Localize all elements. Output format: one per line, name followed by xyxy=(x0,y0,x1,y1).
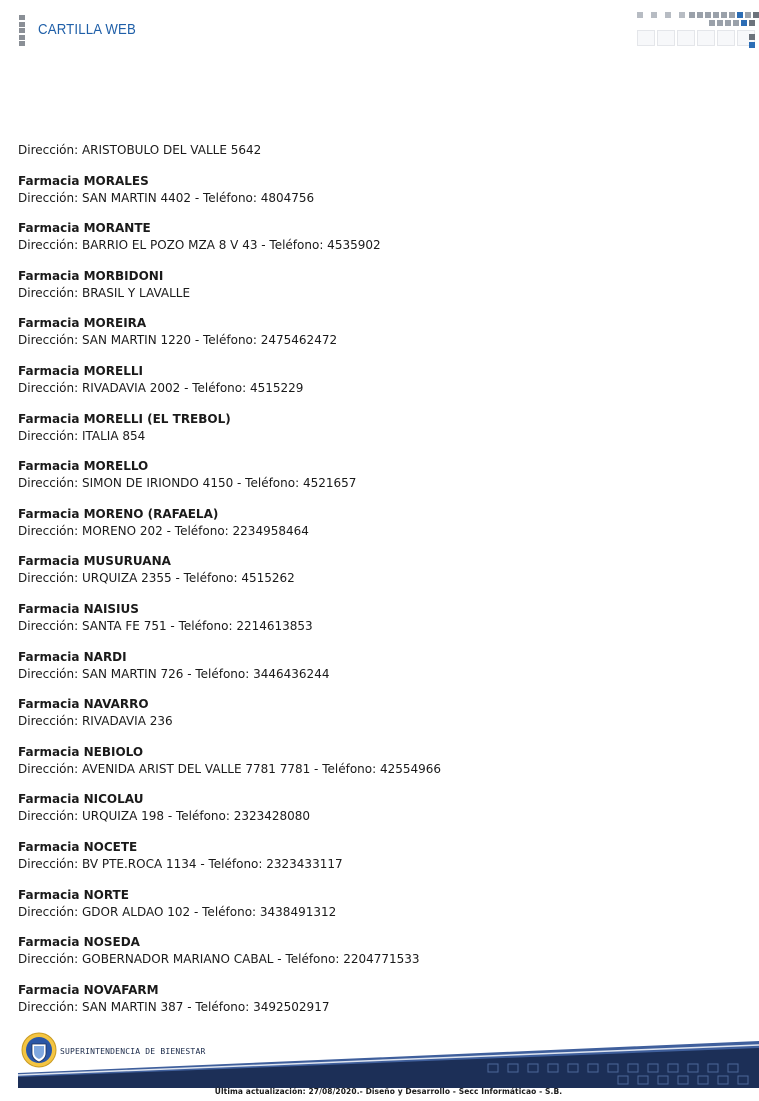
pharmacy-name: Farmacia MORENO (RAFAELA) xyxy=(18,506,219,521)
pharmacy-address: Dirección: SAN MARTIN 387 - Teléfono: 3492502917 xyxy=(18,999,330,1014)
pharmacy-name: Farmacia NORTE xyxy=(18,887,129,902)
continued-address: Dirección: ARISTOBULO DEL VALLE 5642 xyxy=(18,143,262,157)
pharmacy-name: Farmacia MUSURUANA xyxy=(18,554,171,569)
pharmacy-name: Farmacia MORELLI xyxy=(18,363,143,378)
pharmacy-entry xyxy=(18,553,738,587)
pharmacy-address: Dirección: URQUIZA 2355 - Teléfono: 4515262 xyxy=(18,571,295,586)
pharmacy-address: Dirección: BRASIL Y LAVALLE xyxy=(18,285,191,300)
pharmacy-entry xyxy=(18,220,738,254)
pharmacy-name: Farmacia NOVAFARM xyxy=(18,982,159,997)
header-accent-bar xyxy=(19,15,25,46)
pharmacy-entry xyxy=(18,363,738,397)
pharmacy-address: Dirección: SAN MARTIN 4402 - Teléfono: 4804756 xyxy=(18,190,315,205)
footer-band xyxy=(18,1038,759,1088)
header-decoration xyxy=(637,12,759,48)
pharmacy-entry xyxy=(18,173,738,207)
pharmacy-entry xyxy=(18,744,738,778)
pharmacy-name: Farmacia MORELLO xyxy=(18,459,149,474)
pharmacy-address: Dirección: SANTA FE 751 - Teléfono: 2214613853 xyxy=(18,618,313,633)
pharmacy-entry xyxy=(18,458,738,492)
pharmacy-entry xyxy=(18,601,738,635)
pharmacy-name: Farmacia NAISIUS xyxy=(18,601,139,616)
pharmacy-entry xyxy=(18,934,738,968)
pharmacy-entry xyxy=(18,839,738,873)
pharmacy-name: Farmacia MORBIDONI xyxy=(18,268,164,283)
pharmacy-address: Dirección: SIMON DE IRIONDO 4150 - Teléfono: 4521657 xyxy=(18,476,357,491)
pharmacy-name: Farmacia MORANTE xyxy=(18,221,151,236)
pharmacy-name: Farmacia MORALES xyxy=(18,173,149,188)
pharmacy-address: Dirección: SAN MARTIN 1220 - Teléfono: 2475462472 xyxy=(18,333,338,348)
pharmacy-address: Dirección: RIVADAVIA 2002 - Teléfono: 4515229 xyxy=(18,380,304,395)
pharmacy-entry xyxy=(18,268,738,302)
pharmacy-list xyxy=(18,142,738,1029)
pharmacy-address: Dirección: GOBERNADOR MARIANO CABAL - Teléfono: 2204771533 xyxy=(18,952,420,967)
last-update-note: Última actualización: 27/08/2020.- Diseño y Desarrollo - Secc Informáticao - S.B. xyxy=(214,1087,563,1096)
page-title: CARTILLA WEB xyxy=(38,21,136,38)
pharmacy-name: Farmacia NAVARRO xyxy=(18,697,149,712)
pharmacy-name: Farmacia MOREIRA xyxy=(18,316,147,331)
pharmacy-entry xyxy=(18,982,738,1016)
pharmacy-name: Farmacia NICOLAU xyxy=(18,792,144,807)
pharmacy-entry xyxy=(18,791,738,825)
pharmacy-address: Dirección: SAN MARTIN 726 - Teléfono: 3446436244 xyxy=(18,666,330,681)
pharmacy-name: Farmacia NOCETE xyxy=(18,839,138,854)
pharmacy-name: Farmacia MORELLI (EL TREBOL) xyxy=(18,411,231,426)
pharmacy-name: Farmacia NOSEDA xyxy=(18,935,140,950)
superintendencia-logo-icon xyxy=(21,1032,57,1068)
pharmacy-address: Dirección: AVENIDA ARIST DEL VALLE 7781 7781 - Teléfono: 42554966 xyxy=(18,761,442,776)
pharmacy-address: Dirección: MORENO 202 - Teléfono: 2234958464 xyxy=(18,523,309,538)
footer xyxy=(0,1025,759,1101)
pharmacy-entry xyxy=(18,696,738,730)
pharmacy-name: Farmacia NEBIOLO xyxy=(18,744,144,759)
pharmacy-entry xyxy=(18,887,738,921)
pharmacy-address: Dirección: BV PTE.ROCA 1134 - Teléfono: 2323433117 xyxy=(18,856,343,871)
pharmacy-entry xyxy=(18,315,738,349)
pharmacy-address: Dirección: ITALIA 854 xyxy=(18,428,146,443)
pharmacy-address: Dirección: BARRIO EL POZO MZA 8 V 43 - Teléfono: 4535902 xyxy=(18,238,381,253)
pharmacy-entry xyxy=(18,411,738,445)
pharmacy-entry xyxy=(18,649,738,683)
pharmacy-address: Dirección: URQUIZA 198 - Teléfono: 2323428080 xyxy=(18,809,311,824)
organization-name: SUPERINTENDENCIA DE BIENESTAR xyxy=(60,1047,206,1056)
pharmacy-address: Dirección: GDOR ALDAO 102 - Teléfono: 3438491312 xyxy=(18,904,337,919)
pharmacy-name: Farmacia NARDI xyxy=(18,649,127,664)
pharmacy-address: Dirección: RIVADAVIA 236 xyxy=(18,714,173,729)
pharmacy-entry xyxy=(18,506,738,540)
